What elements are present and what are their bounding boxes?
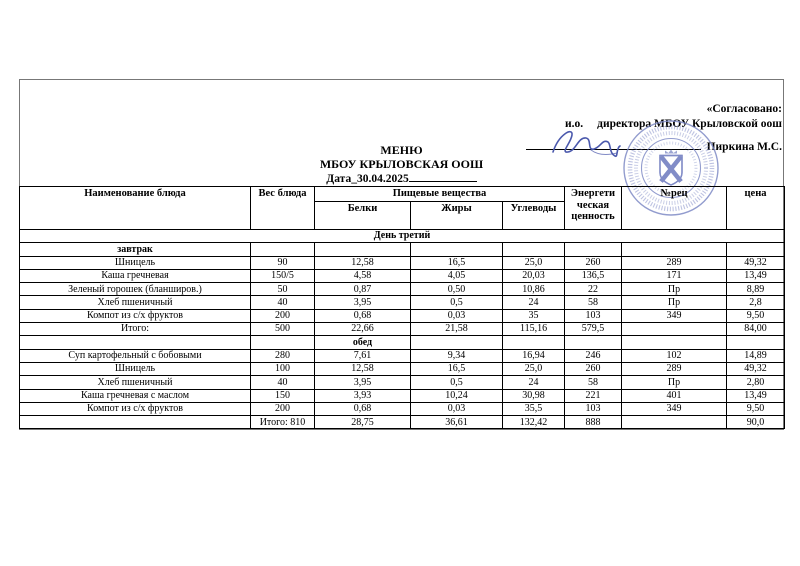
- value-cell: 22: [565, 283, 622, 296]
- value-cell: Пр: [622, 376, 727, 389]
- total-value-cell: 21,58: [411, 323, 503, 336]
- value-cell: Пр: [622, 283, 727, 296]
- value-cell: 100: [251, 362, 315, 375]
- total-row: [20, 416, 785, 429]
- date-underline: [409, 171, 477, 182]
- value-cell: 35: [503, 309, 565, 322]
- value-cell: 0,03: [411, 402, 503, 415]
- header-row-1: [20, 187, 785, 202]
- value-cell: 260: [565, 256, 622, 269]
- col-header-nutrients: Пищевые вещества: [315, 187, 565, 202]
- empty-cell: [411, 243, 503, 256]
- value-cell: 12,58: [315, 256, 411, 269]
- total-label-cell: Итого:: [20, 323, 251, 336]
- col-header-carbs: Углеводы: [503, 202, 565, 230]
- value-cell: 20,03: [503, 269, 565, 282]
- menu-table: [19, 186, 785, 429]
- total-value-cell: 90,0: [727, 416, 785, 429]
- value-cell: 150: [251, 389, 315, 402]
- value-cell: 103: [565, 402, 622, 415]
- total-value-cell: 888: [565, 416, 622, 429]
- position-text: директора МБОУ Крыловской оош: [597, 118, 782, 130]
- total-value-cell: 132,42: [503, 416, 565, 429]
- value-cell: 246: [565, 349, 622, 362]
- school-name: МБОУ КРЫЛОВСКАЯ ООШ: [319, 156, 484, 171]
- value-cell: 103: [565, 309, 622, 322]
- value-cell: 200: [251, 402, 315, 415]
- total-value-cell: [622, 323, 727, 336]
- value-cell: 2,80: [727, 376, 785, 389]
- empty-cell: [20, 336, 251, 349]
- title-block: [20, 144, 783, 187]
- value-cell: 0,68: [315, 402, 411, 415]
- empty-cell: [622, 336, 727, 349]
- value-cell: 0,5: [411, 296, 503, 309]
- empty-cell: [727, 243, 785, 256]
- dish-name-cell: Компот из с/х фруктов: [20, 402, 251, 415]
- value-cell: 349: [622, 309, 727, 322]
- dish-row: [20, 309, 785, 322]
- section-label-row: [20, 243, 785, 256]
- dish-row: [20, 362, 785, 375]
- empty-cell: [622, 243, 727, 256]
- col-header-fat: Жиры: [411, 202, 503, 230]
- value-cell: 49,32: [727, 256, 785, 269]
- col-header-protein: Белки: [315, 202, 411, 230]
- value-cell: 0,68: [315, 309, 411, 322]
- empty-cell: [727, 336, 785, 349]
- total-row: [20, 323, 785, 336]
- value-cell: 58: [565, 376, 622, 389]
- value-cell: 7,61: [315, 349, 411, 362]
- dish-row: [20, 296, 785, 309]
- value-cell: 40: [251, 296, 315, 309]
- value-cell: 90: [251, 256, 315, 269]
- value-cell: 9,50: [727, 402, 785, 415]
- day-row: [20, 230, 785, 243]
- value-cell: Пр: [622, 296, 727, 309]
- total-label-cell: [20, 416, 251, 429]
- value-cell: 16,94: [503, 349, 565, 362]
- menu-sheet: [19, 79, 784, 430]
- value-cell: 0,50: [411, 283, 503, 296]
- value-cell: 102: [622, 349, 727, 362]
- total-value-cell: Итого: 810: [251, 416, 315, 429]
- value-cell: 8,89: [727, 283, 785, 296]
- total-value-cell: 84,00: [727, 323, 785, 336]
- value-cell: 289: [622, 256, 727, 269]
- col-header-recipe-no: №рец: [622, 187, 727, 230]
- value-cell: 25,0: [503, 362, 565, 375]
- dish-name-cell: Шницель: [20, 256, 251, 269]
- dish-name-cell: Каша гречневая: [20, 269, 251, 282]
- menu-table-body: [20, 230, 785, 429]
- dish-row: [20, 376, 785, 389]
- value-cell: 171: [622, 269, 727, 282]
- dish-name-cell: Каша гречневая с маслом: [20, 389, 251, 402]
- day-label: День третий: [20, 230, 785, 243]
- meal-label: обед: [315, 336, 411, 349]
- total-value-cell: 28,75: [315, 416, 411, 429]
- col-header-price: цена: [727, 187, 785, 230]
- total-value-cell: 579,5: [565, 323, 622, 336]
- total-value-cell: 22,66: [315, 323, 411, 336]
- meal-label: завтрак: [20, 243, 251, 256]
- dish-row: [20, 283, 785, 296]
- value-cell: 4,58: [315, 269, 411, 282]
- empty-cell: [565, 336, 622, 349]
- dish-name-cell: Шницель: [20, 362, 251, 375]
- empty-cell: [503, 243, 565, 256]
- value-cell: 0,03: [411, 309, 503, 322]
- value-cell: 10,86: [503, 283, 565, 296]
- value-cell: 349: [622, 402, 727, 415]
- dish-name-cell: Зеленый горошек (бланширов.): [20, 283, 251, 296]
- value-cell: 0,87: [315, 283, 411, 296]
- col-header-weight: Вес блюда: [251, 187, 315, 230]
- value-cell: 200: [251, 309, 315, 322]
- empty-cell: [411, 336, 503, 349]
- value-cell: 24: [503, 376, 565, 389]
- value-cell: 401: [622, 389, 727, 402]
- dish-row: [20, 256, 785, 269]
- value-cell: 13,49: [727, 269, 785, 282]
- signer-name: Пиркина М.С.: [706, 141, 782, 153]
- value-cell: 3,93: [315, 389, 411, 402]
- section-label-row: [20, 336, 785, 349]
- dish-name-cell: Хлеб пшеничный: [20, 296, 251, 309]
- doc-title: МЕНЮ: [380, 143, 423, 157]
- value-cell: 35,5: [503, 402, 565, 415]
- value-cell: 40: [251, 376, 315, 389]
- value-cell: 10,24: [411, 389, 503, 402]
- empty-cell: [565, 243, 622, 256]
- value-cell: 24: [503, 296, 565, 309]
- empty-cell: [503, 336, 565, 349]
- value-cell: 49,32: [727, 362, 785, 375]
- value-cell: 2,8: [727, 296, 785, 309]
- dish-name-cell: Суп картофельный с бобовыми: [20, 349, 251, 362]
- dish-name-cell: Хлеб пшеничный: [20, 376, 251, 389]
- value-cell: 9,50: [727, 309, 785, 322]
- value-cell: 221: [565, 389, 622, 402]
- total-value-cell: 500: [251, 323, 315, 336]
- value-cell: 280: [251, 349, 315, 362]
- value-cell: 14,89: [727, 349, 785, 362]
- value-cell: 3,95: [315, 376, 411, 389]
- total-value-cell: [622, 416, 727, 429]
- value-cell: 4,05: [411, 269, 503, 282]
- dish-row: [20, 269, 785, 282]
- date-row: [20, 171, 783, 187]
- total-value-cell: 115,16: [503, 323, 565, 336]
- approval-label: «Согласовано:: [706, 103, 782, 115]
- empty-cell: [251, 243, 315, 256]
- value-cell: 260: [565, 362, 622, 375]
- value-cell: 136,5: [565, 269, 622, 282]
- value-cell: 58: [565, 296, 622, 309]
- col-header-energy: Энергети ческая ценность: [565, 187, 622, 230]
- empty-cell: [315, 243, 411, 256]
- value-cell: 50: [251, 283, 315, 296]
- empty-cell: [251, 336, 315, 349]
- value-cell: 9,34: [411, 349, 503, 362]
- value-cell: 3,95: [315, 296, 411, 309]
- value-cell: 16,5: [411, 362, 503, 375]
- date-text: Дата_30.04.2025: [326, 173, 409, 185]
- value-cell: 289: [622, 362, 727, 375]
- col-header-dish-name: Наименование блюда: [20, 187, 251, 230]
- value-cell: 13,49: [727, 389, 785, 402]
- dish-name-cell: Компот из с/х фруктов: [20, 309, 251, 322]
- value-cell: 150/5: [251, 269, 315, 282]
- position-prefix: и.о.: [565, 118, 584, 130]
- value-cell: 0,5: [411, 376, 503, 389]
- value-cell: 16,5: [411, 256, 503, 269]
- value-cell: 25,0: [503, 256, 565, 269]
- dish-row: [20, 402, 785, 415]
- value-cell: 12,58: [315, 362, 411, 375]
- dish-row: [20, 349, 785, 362]
- total-value-cell: 36,61: [411, 416, 503, 429]
- dish-row: [20, 389, 785, 402]
- value-cell: 30,98: [503, 389, 565, 402]
